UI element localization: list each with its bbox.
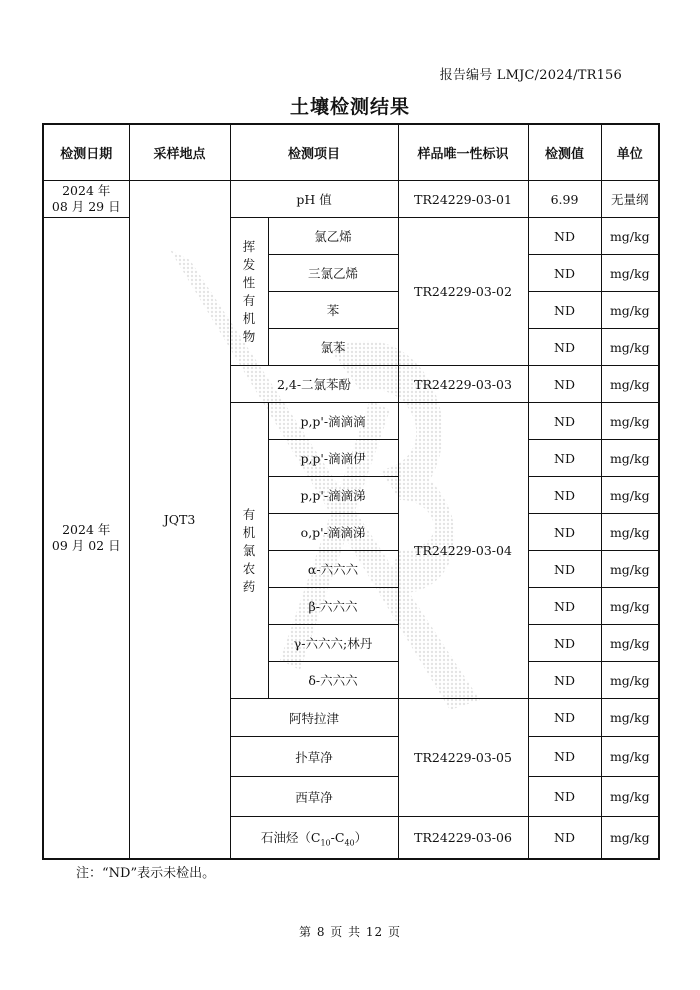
item-cell: 西草净 <box>230 777 398 817</box>
item-cell: 苯 <box>268 292 398 329</box>
item-cell: α-六六六 <box>268 551 398 588</box>
item-cell: p,p'-滴滴滴 <box>268 403 398 440</box>
unit-cell: mg/kg <box>601 218 659 255</box>
page-title: 土壤检测结果 <box>289 96 410 118</box>
unit-cell: mg/kg <box>601 255 659 292</box>
unit-cell: mg/kg <box>601 551 659 588</box>
group-voc-label: 挥发性有机物 <box>242 238 256 344</box>
item-cell: 2,4-二氯苯酚 <box>230 366 398 403</box>
header-unit: 单位 <box>601 124 659 181</box>
unit-cell: mg/kg <box>601 625 659 662</box>
unit-cell: 无量纲 <box>601 181 659 218</box>
group-ocp-label: 有机氯农药 <box>242 506 256 594</box>
item-cell: 阿特拉津 <box>230 699 398 737</box>
header-location: 采样地点 <box>129 124 230 181</box>
value-cell: ND <box>528 329 601 366</box>
value-cell: ND <box>528 699 601 737</box>
header-value: 检测值 <box>528 124 601 181</box>
value-cell: ND <box>528 737 601 777</box>
unit-cell: mg/kg <box>601 588 659 625</box>
sample-id-cell: TR24229-03-03 <box>398 366 528 403</box>
item-cell: pH 值 <box>230 181 398 218</box>
date-cell-1: 2024 年 08 月 29 日 <box>43 181 129 218</box>
value-cell: ND <box>528 662 601 699</box>
item-cell: 三氯乙烯 <box>268 255 398 292</box>
value-cell: ND <box>528 255 601 292</box>
unit-cell: mg/kg <box>601 477 659 514</box>
tph-sub-1: 10 <box>320 838 331 847</box>
tph-label-mid: -C <box>330 829 345 845</box>
item-cell: p,p'-滴滴伊 <box>268 440 398 477</box>
value-cell: ND <box>528 817 601 859</box>
unit-cell: mg/kg <box>601 329 659 366</box>
unit-cell: mg/kg <box>601 366 659 403</box>
group-ocp-cell <box>230 403 268 699</box>
header-sample-id: 样品唯一性标识 <box>398 124 528 181</box>
unit-cell: mg/kg <box>601 440 659 477</box>
item-cell: p,p'-滴滴涕 <box>268 477 398 514</box>
unit-cell: mg/kg <box>601 699 659 737</box>
value-cell: ND <box>528 218 601 255</box>
item-cell: 氯乙烯 <box>268 218 398 255</box>
group-voc-cell <box>230 218 268 366</box>
sample-id-cell: TR24229-03-05 <box>398 699 528 817</box>
value-cell: 6.99 <box>528 181 601 218</box>
date-cell-2: 2024 年 09 月 02 日 <box>43 218 129 859</box>
value-cell: ND <box>528 551 601 588</box>
table-row <box>43 181 659 218</box>
item-cell: δ-六六六 <box>268 662 398 699</box>
value-cell: ND <box>528 625 601 662</box>
sample-id-cell: TR24229-03-01 <box>398 181 528 218</box>
unit-cell: mg/kg <box>601 817 659 859</box>
tph-sub-2: 40 <box>344 838 355 847</box>
value-cell: ND <box>528 403 601 440</box>
value-cell: ND <box>528 514 601 551</box>
unit-cell: mg/kg <box>601 662 659 699</box>
sample-id-cell: TR24229-03-06 <box>398 817 528 859</box>
unit-cell: mg/kg <box>601 777 659 817</box>
header-date: 检测日期 <box>43 124 129 181</box>
unit-cell: mg/kg <box>601 403 659 440</box>
value-cell: ND <box>528 366 601 403</box>
value-cell: ND <box>528 777 601 817</box>
results-table <box>42 123 660 860</box>
unit-cell: mg/kg <box>601 292 659 329</box>
sample-id-cell: TR24229-03-04 <box>398 403 528 699</box>
value-cell: ND <box>528 292 601 329</box>
table-header-row <box>43 124 659 181</box>
note-text: 注：“ND”表示未检出。 <box>76 866 216 881</box>
value-cell: ND <box>528 477 601 514</box>
tph-label-prefix: 石油烃（C <box>260 829 321 845</box>
tph-label-suffix: ） <box>354 829 368 845</box>
item-cell: 扑草净 <box>230 737 398 777</box>
report-number: 报告编号 LMJC/2024/TR156 <box>439 68 622 83</box>
value-cell: ND <box>528 588 601 625</box>
unit-cell: mg/kg <box>601 737 659 777</box>
item-cell: 氯苯 <box>268 329 398 366</box>
sample-id-cell: TR24229-03-02 <box>398 218 528 366</box>
page-number: 第 8 页 共 12 页 <box>299 925 401 939</box>
item-cell: β-六六六 <box>268 588 398 625</box>
item-cell <box>230 817 398 859</box>
location-cell: JQT3 <box>129 181 230 859</box>
unit-cell: mg/kg <box>601 514 659 551</box>
value-cell: ND <box>528 440 601 477</box>
item-cell: o,p'-滴滴涕 <box>268 514 398 551</box>
header-item: 检测项目 <box>230 124 398 181</box>
item-cell: γ-六六六;林丹 <box>268 625 398 662</box>
